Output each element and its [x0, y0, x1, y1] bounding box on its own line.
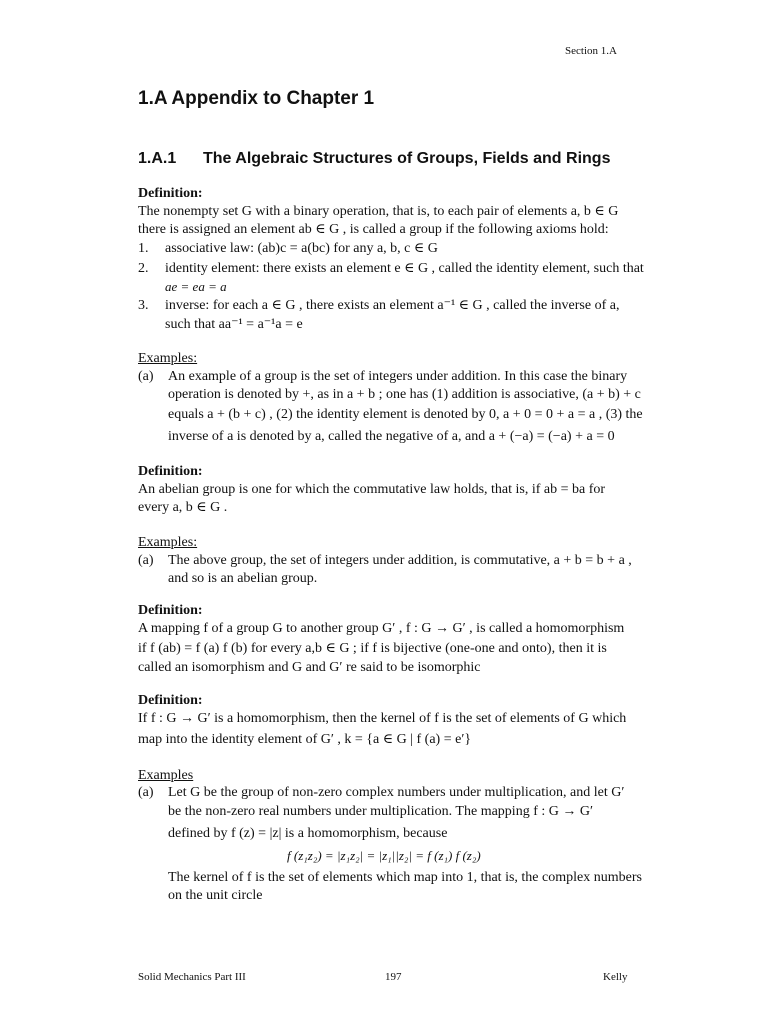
equation: f (z₁z₂) = |z₁z₂| = |z₁||z₂| = f (z₁) f (z₂): [287, 848, 481, 863]
axiom-text: identity element: there exists an element e ∈ G , called the identity element, such that: [165, 261, 644, 276]
definition-line: if f (ab) = f (a) f (b) for every a,b ∈ G ; if f is bijective (one-one and onto), then it is: [138, 641, 607, 656]
definition-line: every a, b ∈ G .: [138, 500, 228, 515]
examples-heading: Examples: [138, 768, 194, 783]
example-line: The kernel of f is the set of elements which map into 1, that is, the complex numbers: [168, 870, 642, 885]
axiom-continuation: ae = ea = a: [165, 279, 227, 294]
running-header: Section 1.A: [565, 45, 617, 57]
example-line: inverse of a is denoted by a, called the negative of a, and a + (−a) = (−a) + a = 0: [168, 429, 615, 444]
example-line: The above group, the set of integers under addition, is commutative, a + b = b + a ,: [168, 553, 632, 568]
example-line: An example of a group is the set of integers under addition. In this case the binary: [168, 369, 628, 384]
axiom-number: 3.: [138, 298, 149, 313]
axiom-number: 2.: [138, 261, 149, 276]
subsection-title: The Algebraic Structures of Groups, Fields and Rings: [203, 150, 611, 167]
axiom-text: associative law: (ab)c = a(bc) for any a, b, c ∈ G: [165, 241, 438, 256]
example-label: (a): [138, 369, 154, 384]
axiom-text: inverse: for each a ∈ G , there exists an element a⁻¹ ∈ G , called the inverse of a,: [165, 298, 620, 313]
definition-heading: Definition:: [138, 693, 203, 708]
examples-heading: Examples:: [138, 535, 198, 550]
definition-line: map into the identity element of G′ , k = {a ∈ G | f (a) = e′}: [138, 732, 472, 747]
example-line: defined by f (z) = |z| is a homomorphism, because: [168, 826, 448, 841]
definition-heading: Definition:: [138, 464, 203, 479]
axiom-number: 1.: [138, 241, 149, 256]
examples-heading: Examples:: [138, 351, 198, 366]
definition-line: called an isomorphism and G and G′ re said to be isomorphic: [138, 660, 481, 675]
footer-right: Kelly: [603, 971, 628, 983]
definition-line: If f : G → G′ is a homomorphism, then the kernel of f is the set of elements of G which: [138, 711, 627, 726]
example-line: be the non-zero real numbers under multiplication. The mapping f : G → G′: [168, 804, 594, 819]
definition-heading: Definition:: [138, 186, 203, 201]
example-line: operation is denoted by +, as in a + b ; one has (1) addition is associative, (a + b) + c: [168, 387, 641, 402]
page-title: 1.A Appendix to Chapter 1: [138, 88, 375, 109]
example-line: and so is an abelian group.: [168, 571, 318, 586]
definition-line: The nonempty set G with a binary operation, that is, to each pair of elements a, b ∈ G: [138, 204, 619, 219]
example-label: (a): [138, 785, 154, 800]
definition-heading: Definition:: [138, 603, 203, 618]
example-line: Let G be the group of non-zero complex numbers under multiplication, and let G′: [168, 785, 625, 800]
definition-line: there is assigned an element ab ∈ G , is called a group if the following axioms hold:: [138, 222, 609, 237]
subsection-number: 1.A.1: [138, 150, 177, 167]
page-number: 197: [385, 971, 402, 983]
definition-line: A mapping f of a group G to another group G′ , f : G → G′ , is called a homomorphism: [138, 621, 625, 636]
example-label: (a): [138, 553, 154, 568]
footer-left: Solid Mechanics Part III: [138, 971, 246, 983]
example-line: on the unit circle: [168, 888, 263, 903]
axiom-continuation: such that aa⁻¹ = a⁻¹a = e: [165, 317, 303, 332]
example-line: equals a + (b + c) , (2) the identity element is denoted by 0, a + 0 = 0 + a = a , (3) the: [168, 407, 643, 422]
definition-line: An abelian group is one for which the commutative law holds, that is, if ab = ba for: [138, 482, 606, 497]
